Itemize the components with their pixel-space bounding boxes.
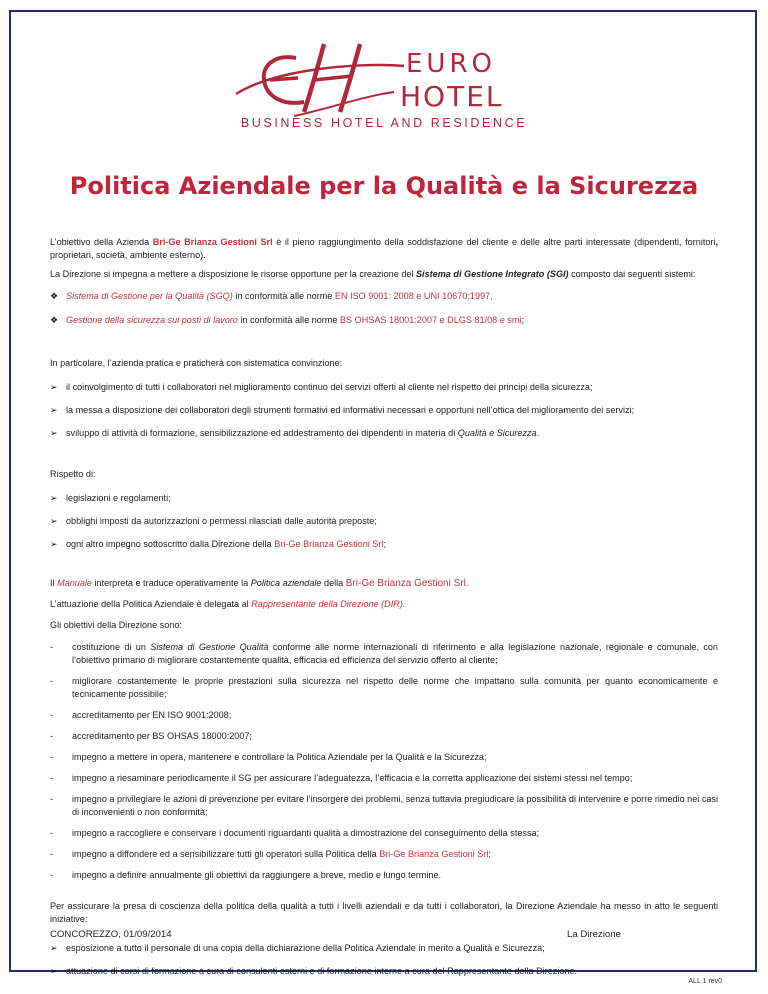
objective-item: - accreditamento per EN ISO 9001:2008; [50, 710, 232, 720]
practice-item: ➢ sviluppo di attività di formazione, sensibilizzazione ed addestramento dei dipendenti in materia di Qualità e Sicurezza. [50, 428, 540, 438]
dash-bullet: - [50, 676, 54, 686]
initiative-item: ➢ esposizione a tutto il personale di una copia della dichiarazione della Politica Aziendale in merito a Qualità e Sicurezza; [50, 943, 545, 953]
arrow-bullet-icon: ➢ [50, 428, 58, 438]
objective-item: - impegno a diffondere ed a sensibilizzare tutti gli operatori sulla Politica della Bri-Ge Brianza Gestioni Srl; [50, 849, 491, 859]
practice-item: ➢ la messa a disposizione dei collaboratori degli strumenti formativi ed informativi necessari e opportuni nell’ottica del miglioramento dei servizi; [50, 405, 635, 415]
arrow-bullet-icon: ➢ [50, 539, 58, 549]
objectives-intro: Gli obiettivi della Direzione sono: [50, 620, 182, 630]
company-name: Bri-Ge Brianza Gestioni Srl [152, 237, 273, 247]
objective-item: - migliorare costantemente le proprie prestazioni sulla sicurezza nel rispetto delle norme che impattano sulla comunità per quanto economicamente e tecnicamente possibile; [50, 676, 718, 699]
system-item: ❖ Gestione della sicurezza sui posti di lavoro in conformità alle norme BS OHSAS 18001:2007 e DLGS 81/08 e smi; [50, 315, 524, 325]
practices-intro: In particolare, l’azienda pratica e praticherà con sistematica convinzione: [50, 358, 343, 368]
diamond-bullet-icon: ❖ [50, 315, 59, 325]
respect-item: ➢ ogni altro impegno sottoscritto dalla Direzione della Bri-Ge Brianza Gestioni Srl; [50, 539, 386, 549]
respect-item: ➢ legislazioni e regolamenti; [50, 493, 171, 503]
dash-bullet: - [50, 794, 54, 804]
objective-item: - impegno a raccogliere e conservare i documenti riguardanti qualità a dimostrazione del conseguimento della stessa; [50, 828, 540, 838]
dash-bullet: - [50, 642, 54, 652]
initiative-item: ➢ attuazione di corsi di formazione a cura di consulenti esterni e di formazione interne a cura del Rappresentante della Direzione. [50, 966, 578, 976]
page-title: Politica Aziendale per la Qualità e la Sicurezza [69, 172, 699, 200]
arrow-bullet-icon: ➢ [50, 382, 58, 392]
arrow-bullet-icon: ➢ [50, 943, 58, 953]
logo-word-hotel: HOTEL [400, 80, 504, 113]
objective-item: - accreditamento per BS OHSAS 18000:2007; [50, 731, 252, 741]
arrow-bullet-icon: ➢ [50, 966, 58, 976]
dash-bullet: - [50, 849, 54, 859]
objective-item: - impegno a riesaminare periodicamente il SG per assicurare l’adeguatezza, l’efficacia e la corretta applicazione dei sistemi stessi nel tempo; [50, 773, 633, 783]
logo-tagline: BUSINESS HOTEL AND RESIDENCE [240, 116, 528, 130]
dash-bullet: - [50, 773, 54, 783]
arrow-bullet-icon: ➢ [50, 493, 58, 503]
objective-item: - impegno a privilegiare le azioni di prevenzione per evitare l’insorgere dei problemi, senza tuttavia pregiudicare la possibilità di intervenire e porre rimedio nei casi di inconvenienti o non conformità; [50, 794, 718, 817]
manual-paragraph: Il Manuale interpreta e traduce operativamente la Politica aziendale della Bri-Ge Brianza Gestioni Srl. [50, 578, 469, 589]
dash-bullet: - [50, 710, 54, 720]
respect-intro: Rispetto di: [50, 469, 96, 479]
system-item: ❖ Sistema di Gestione per la Qualità (SGQ) in conformità alle norme EN ISO 9001: 2008 e UNI 10670:1997, [50, 291, 493, 301]
objective-item: - impegno a definire annualmente gli obiettivi da raggiungere a breve, medio e lungo termine. [50, 870, 442, 880]
delegation-paragraph: L’attuazione della Politica Aziendale è delegata al Rappresentante della Direzione (DIR). [50, 599, 406, 609]
dash-bullet: - [50, 828, 54, 838]
intro-paragraph-2: La Direzione si impegna a mettere a disposizione le risorse opportune per la creazione del Sistema di Gestione Integrato (SGI) composto dai seguenti sistemi: [50, 269, 696, 279]
dash-bullet: - [50, 752, 54, 762]
dash-bullet: - [50, 870, 54, 880]
intro-paragraph-1: L’obiettivo della Azienda Bri-Ge Brianza Gestioni Srl è il pieno raggiungimento della soddisfazione del cliente e delle altre parti interessate (dipendenti, fornitori, proprietari, società, ambiente esterno). [50, 237, 718, 260]
respect-item: ➢ obblighi imposti da autorizzazioni o permessi rilasciati dalle autorità preposte; [50, 516, 377, 526]
place-date: CONCOREZZO, 01/09/2014 [50, 929, 172, 940]
awareness-paragraph: Per assicurare la presa di coscienza della politica della qualità a tutti i livelli aziendali e da tutti i collaboratori, la Direzione Aziendale ha messo in atto le seguenti iniziative: [50, 901, 718, 924]
dash-bullet: - [50, 731, 54, 741]
document-body [50, 236, 718, 978]
logo-word-euro: EURO [406, 49, 496, 79]
arrow-bullet-icon: ➢ [50, 405, 58, 415]
objective-item: - costituzione di un Sistema di Gestione Qualità conforme alle norme internazionali di riferimento e alla legislazione nazionale, regionale e comunale, con l’obiettivo primario di migliorare costantemente qualità, efficacia ed efficienza del servizio offerto al cliente; [50, 642, 718, 665]
document-reference: ALL 1 rev0 [688, 978, 722, 985]
signature-label: La Direzione [567, 929, 621, 940]
practice-item: ➢ il coinvolgimento di tutti i collaboratori nel miglioramento continuo dei servizi offerti al cliente nel rispetto dei principi della sicurezza; [50, 382, 593, 392]
diamond-bullet-icon: ❖ [50, 291, 59, 301]
objective-item: - impegno a mettere in opera, mantenere e controllare la Politica Aziendale per la Qualità e la Sicurezza; [50, 752, 487, 762]
sgi-name: Sistema di Gestione Integrato (SGI) [415, 269, 569, 279]
objectives-list [50, 641, 718, 882]
arrow-bullet-icon: ➢ [50, 516, 58, 526]
